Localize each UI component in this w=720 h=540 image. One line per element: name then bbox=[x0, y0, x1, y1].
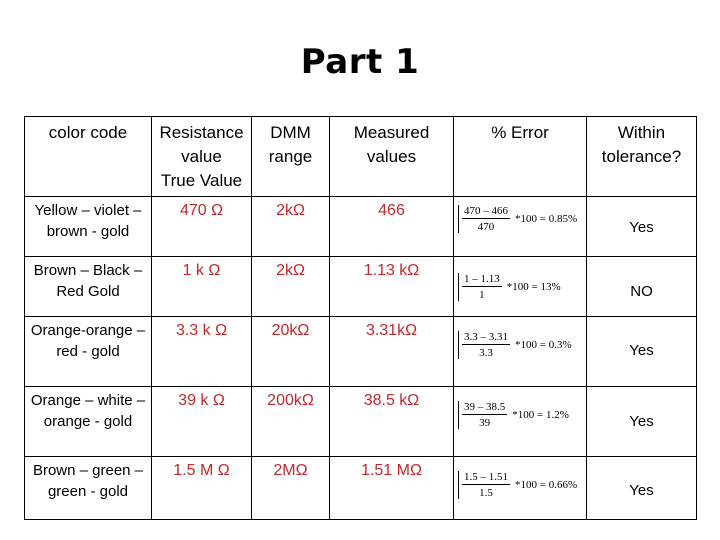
measured-cell: 38.5 kΩ bbox=[330, 387, 454, 457]
header-row bbox=[25, 117, 697, 197]
error-denominator: 470 bbox=[477, 221, 495, 233]
table-row bbox=[25, 197, 697, 257]
error-numerator: 1.5 – 1.51 bbox=[464, 471, 508, 483]
header-measured bbox=[330, 117, 454, 197]
error-cell bbox=[454, 387, 587, 457]
tolerance-cell bbox=[587, 257, 697, 317]
color-code-cell: Yellow – violet – brown - gold bbox=[25, 197, 152, 257]
measured-cell: 3.31kΩ bbox=[330, 317, 454, 387]
results-table bbox=[24, 116, 697, 520]
error-result: *100 = 1.2% bbox=[512, 409, 569, 421]
header-dmm-range bbox=[252, 117, 330, 197]
error-cell bbox=[454, 317, 587, 387]
error-cell bbox=[454, 457, 587, 520]
error-numerator: 1 – 1.13 bbox=[464, 273, 500, 285]
header-measured-line-2: values bbox=[366, 147, 417, 166]
header-dmm-line-1: DMM bbox=[270, 123, 311, 142]
error-cell bbox=[454, 197, 587, 257]
table-row bbox=[25, 317, 697, 387]
color-code-cell: Orange – white – orange - gold bbox=[25, 387, 152, 457]
header-error: % Error bbox=[454, 117, 587, 197]
error-result: *100 = 0.85% bbox=[515, 213, 578, 225]
range-cell: 2kΩ bbox=[252, 257, 330, 317]
color-code-cell: Brown – Black – Red Gold bbox=[25, 257, 152, 317]
error-numerator: 3.3 – 3.31 bbox=[464, 331, 508, 343]
header-resistance-line-1: Resistance bbox=[159, 123, 244, 142]
header-resistance bbox=[152, 117, 252, 197]
header-tolerance-line-1: Within bbox=[617, 123, 666, 142]
range-cell: 2kΩ bbox=[252, 197, 330, 257]
measured-cell: 1.51 MΩ bbox=[330, 457, 454, 520]
table-row bbox=[25, 387, 697, 457]
error-numerator: 39 – 38.5 bbox=[464, 401, 506, 413]
error-formula bbox=[458, 471, 577, 499]
error-formula bbox=[458, 205, 577, 233]
tolerance-value: Yes bbox=[629, 219, 654, 236]
error-result: *100 = 0.3% bbox=[515, 339, 572, 351]
header-measured-line-1: Measured bbox=[353, 123, 430, 142]
error-result: *100 = 0.66% bbox=[515, 479, 578, 491]
header-resistance-line-3: True Value bbox=[160, 171, 243, 190]
error-formula bbox=[458, 273, 561, 301]
true-value-cell: 3.3 k Ω bbox=[152, 317, 252, 387]
true-value-cell: 39 k Ω bbox=[152, 387, 252, 457]
slide-title: Part 1 bbox=[300, 42, 420, 82]
true-value-cell: 1.5 M Ω bbox=[152, 457, 252, 520]
color-code-cell: Brown – green – green - gold bbox=[25, 457, 152, 520]
tolerance-cell bbox=[587, 387, 697, 457]
tolerance-cell bbox=[587, 317, 697, 387]
header-dmm-line-2: range bbox=[268, 147, 313, 166]
error-formula bbox=[458, 331, 572, 359]
error-formula bbox=[458, 401, 569, 429]
color-code-cell: Orange-orange – red - gold bbox=[25, 317, 152, 387]
error-denominator: 3.3 bbox=[479, 347, 493, 359]
error-denominator: 1.5 bbox=[479, 487, 493, 499]
measured-cell: 466 bbox=[330, 197, 454, 257]
header-resistance-line-2: value bbox=[181, 147, 222, 166]
true-value-cell: 1 k Ω bbox=[152, 257, 252, 317]
error-result: *100 = 13% bbox=[506, 281, 561, 293]
error-denominator: 1 bbox=[479, 289, 485, 301]
error-numerator: 470 – 466 bbox=[464, 205, 508, 217]
error-cell bbox=[454, 257, 587, 317]
header-color-code: color code bbox=[25, 117, 152, 197]
true-value-cell: 470 Ω bbox=[152, 197, 252, 257]
header-tolerance bbox=[587, 117, 697, 197]
tolerance-cell bbox=[587, 457, 697, 520]
table-row bbox=[25, 457, 697, 520]
table-row bbox=[25, 257, 697, 317]
tolerance-value: Yes bbox=[629, 482, 654, 499]
tolerance-value: Yes bbox=[629, 413, 654, 430]
range-cell: 200kΩ bbox=[252, 387, 330, 457]
header-tolerance-line-2: tolerance? bbox=[601, 147, 682, 166]
measured-cell: 1.13 kΩ bbox=[330, 257, 454, 317]
range-cell: 20kΩ bbox=[252, 317, 330, 387]
tolerance-value: NO bbox=[630, 283, 653, 300]
range-cell: 2MΩ bbox=[252, 457, 330, 520]
tolerance-value: Yes bbox=[629, 342, 654, 359]
tolerance-cell bbox=[587, 197, 697, 257]
error-denominator: 39 bbox=[479, 417, 491, 429]
